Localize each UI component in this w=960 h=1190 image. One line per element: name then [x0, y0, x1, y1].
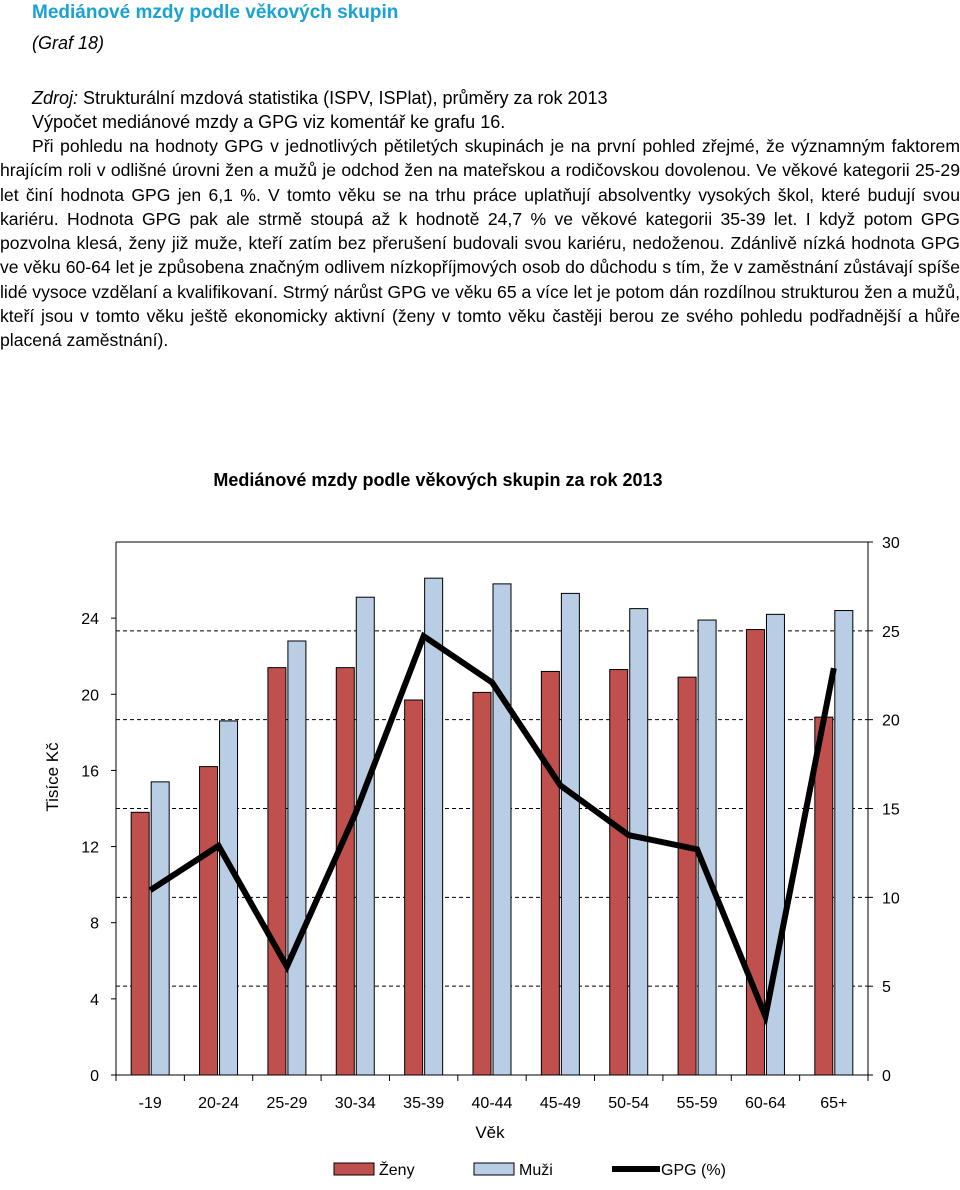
legend-label-zeny: Ženy — [379, 1162, 415, 1179]
bar-muzi — [630, 609, 648, 1075]
y2-tick-label: 5 — [882, 979, 891, 997]
bar-zeny — [815, 717, 833, 1075]
y-tick-label: 0 — [90, 1068, 99, 1085]
x-tick-label: -19 — [138, 1095, 162, 1112]
y2-tick-label: 25 — [882, 623, 900, 641]
y-tick-label: 8 — [90, 915, 99, 933]
y2-tick-label: 10 — [882, 890, 900, 908]
x-tick-label: 35-39 — [403, 1095, 445, 1112]
y-tick-label: 4 — [90, 991, 99, 1009]
y-tick-label: 24 — [81, 611, 99, 629]
legend — [334, 1160, 726, 1179]
bars — [131, 578, 853, 1075]
bar-muzi — [288, 641, 306, 1075]
source-label: Zdroj: — [32, 88, 79, 108]
x-axis-label: Věk — [475, 1123, 505, 1142]
source-text: Strukturální mzdová statistika (ISPV, ISPlat), průměry za rok 2013 — [78, 88, 608, 108]
bar-zeny — [268, 668, 286, 1075]
bar-muzi — [151, 782, 169, 1075]
y-tick-label: 12 — [81, 839, 99, 857]
bar-zeny — [336, 668, 354, 1075]
x-tick-label: 60-64 — [744, 1095, 786, 1112]
legend-swatch-muzi — [474, 1163, 514, 1175]
section-heading: Mediánové mzdy podle věkových skupin — [32, 2, 399, 23]
legend-label-muzi: Muži — [519, 1162, 553, 1179]
bar-zeny — [678, 677, 696, 1075]
bar-muzi — [835, 611, 853, 1075]
bar-muzi — [561, 593, 579, 1075]
x-tick-label: 55-59 — [676, 1095, 718, 1112]
bar-zeny — [610, 670, 628, 1075]
y-tick-label: 16 — [81, 763, 99, 781]
x-tick-label: 30-34 — [334, 1095, 376, 1112]
x-tick-label: 45-49 — [539, 1095, 581, 1112]
bar-zeny — [131, 812, 149, 1075]
y-tick-label: 20 — [81, 687, 99, 705]
bar-zeny — [200, 767, 218, 1075]
y-axis-label: Tisíce Kč — [43, 742, 62, 812]
gpg-line — [150, 636, 834, 1016]
bar-muzi — [698, 620, 716, 1075]
gpg-age-chart — [0, 440, 960, 1190]
bar-zeny — [405, 700, 423, 1075]
commentary-paragraph: Při pohledu na hodnoty GPG v jednotlivých pětiletých skupinách je na první pohled zřejmé, že významným faktorem hrajícím roli v odlišné úrovni žen a mužů je odchod žen na mateřskou a rodičovskou dovolenou. Ve věkové kategorii 25-29 let činí hodnota GPG jen 6,1 %. V tomto věku se na trhu práce uplatňují absolventky vysokých škol, které budují svou kariéru. Hodnota GPG pak ale strmě stoupá až k hodnotě 24,7 % ve věkové kategorii 35-39 let. I když potom GPG pozvolna klesá, ženy již muže, kteří zatím bez přerušení budovali svou kariéru, nedoženou. Zdánlivě nízká hodnota GPG ve věku 60-64 let je způsobena značným odlivem nízkopříjmových osob do důchodu s tím, že v zaměstnání zůstávají spíše lidé vysoce vzdělaní a kvalifikovaní. Strmý nárůst GPG ve věku 65 a více let je potom dán rozdílnou strukturou žen a mužů, kteří jsou v tomto věku ještě ekonomicky aktivní (ženy v tomto věku častěji berou ze svého pohledu podřadnější a hůře placená zaměstnání). — [0, 136, 960, 351]
graph-number: (Graf 18) — [32, 33, 105, 53]
y2-tick-label: 30 — [882, 535, 900, 552]
x-tick-label: 25-29 — [266, 1095, 308, 1112]
legend-swatch-zeny — [334, 1163, 374, 1175]
x-tick-label: 50-54 — [608, 1095, 650, 1112]
y2-tick-label: 0 — [882, 1068, 891, 1085]
x-tick-label: 20-24 — [198, 1095, 240, 1112]
bar-muzi — [493, 584, 511, 1075]
source-calc-note: Výpočet mediánové mzdy a GPG viz komentář ke grafu 16. — [32, 112, 506, 132]
bar-zeny — [541, 671, 559, 1075]
x-tick-label: 65+ — [820, 1095, 848, 1112]
gpg-line-layer — [150, 636, 834, 1016]
bar-muzi — [425, 578, 443, 1075]
y2-tick-label: 15 — [882, 801, 900, 819]
x-tick-label: 40-44 — [471, 1095, 513, 1112]
y2-tick-label: 20 — [882, 712, 900, 730]
chart-title: Mediánové mzdy podle věkových skupin za rok 2013 — [213, 470, 663, 490]
bar-zeny — [473, 692, 491, 1075]
source-note — [32, 86, 608, 134]
legend-label-gpg: GPG (%) — [661, 1162, 726, 1179]
bar-muzi — [220, 721, 238, 1075]
bar-muzi — [356, 597, 374, 1075]
